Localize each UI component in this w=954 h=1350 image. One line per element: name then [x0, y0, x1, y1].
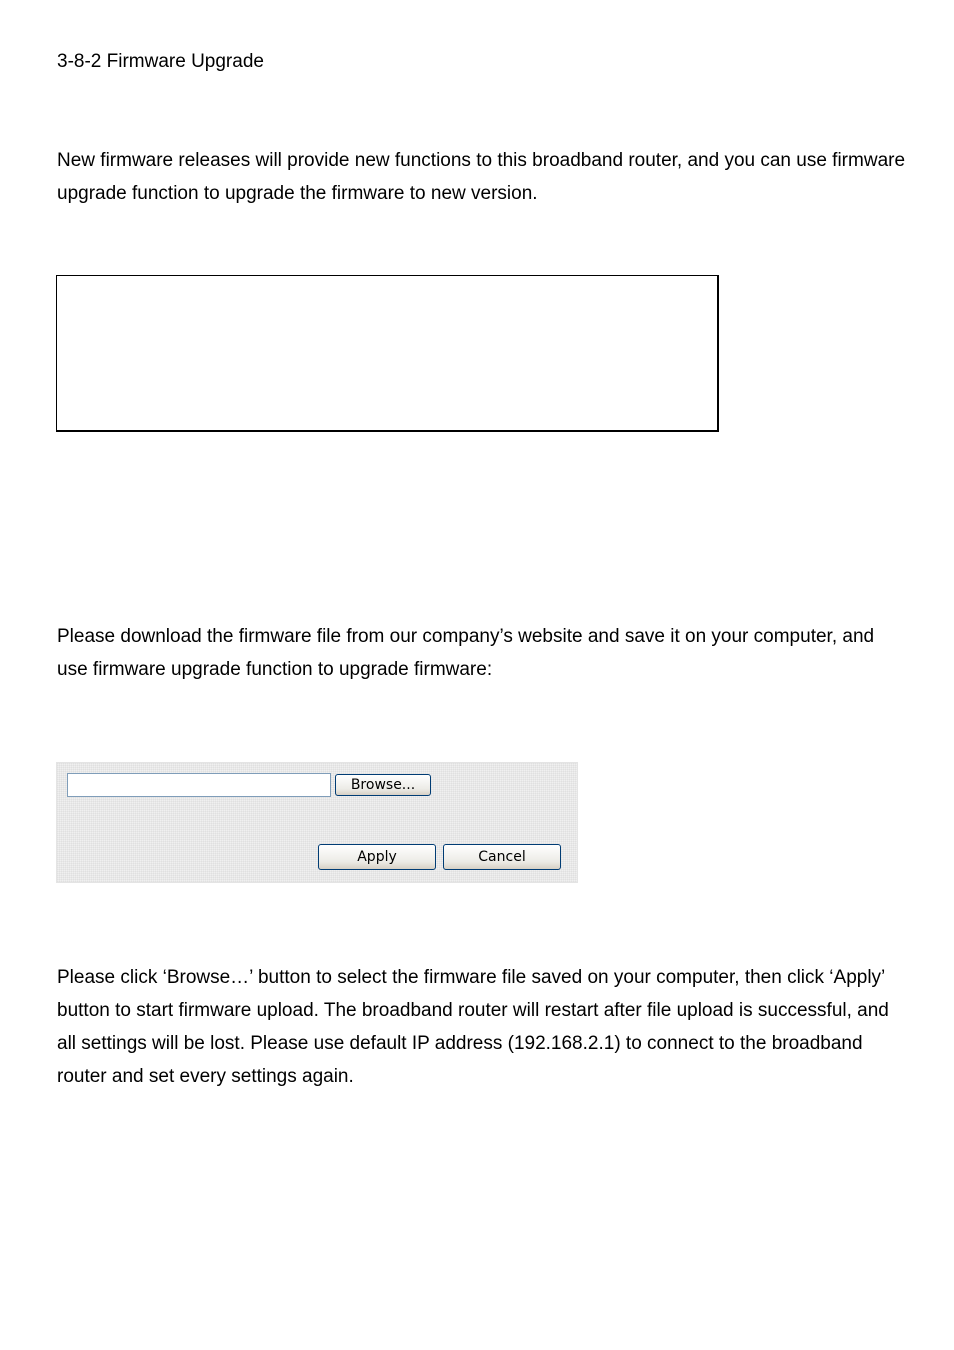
section-heading: 3-8-2 Firmware Upgrade — [57, 51, 264, 72]
browse-button[interactable]: Browse... — [335, 774, 431, 796]
usage-instructions-paragraph: Please click ‘Browse…’ button to select the firmware file saved on your computer, then click ‘Apply’ button to start firmware upload. The broadband router will restart after file upload is successful, and all settings will be lost. Please use default IP address (192.168.2.1) to connect to the broadband router and set every settings again. — [57, 967, 889, 1087]
note-box — [56, 275, 719, 432]
cancel-button[interactable]: Cancel — [443, 844, 561, 870]
firmware-upgrade-panel — [56, 762, 578, 883]
firmware-file-input[interactable] — [67, 773, 331, 797]
download-instructions-paragraph: Please download the firmware file from our company’s website and save it on your computer, and use firmware upgrade function to upgrade firmware: — [57, 626, 875, 680]
intro-paragraph: New firmware releases will provide new functions to this broadband router, and you can use firmware upgrade function to upgrade the firmware to new version. — [57, 150, 906, 204]
apply-button[interactable]: Apply — [318, 844, 436, 870]
